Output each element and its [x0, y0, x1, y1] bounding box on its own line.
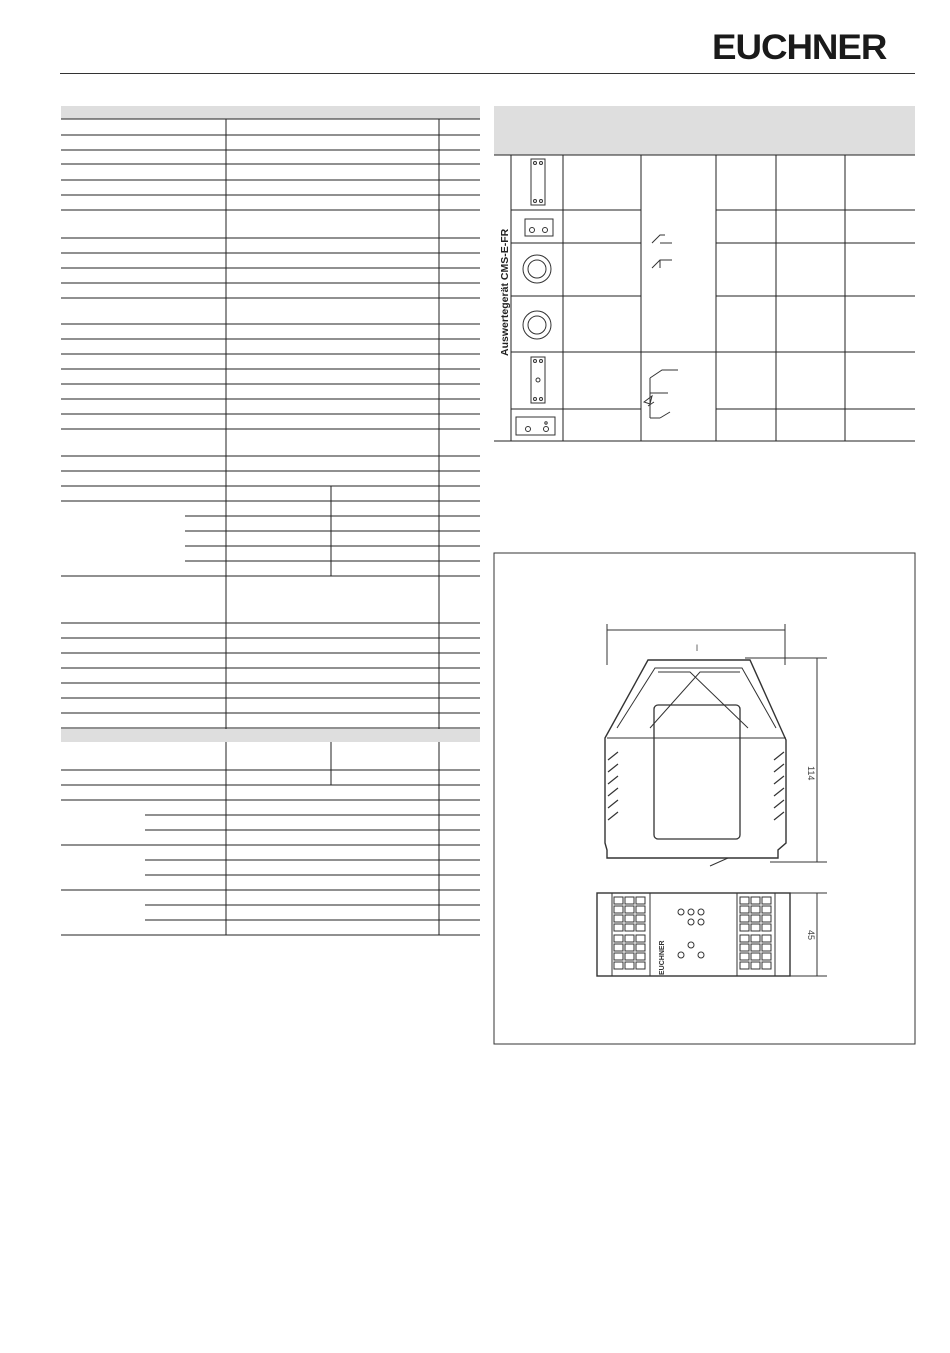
terminal-screw — [614, 897, 623, 904]
terminal-screw — [625, 924, 634, 931]
terminal-screw — [740, 935, 749, 942]
terminal-screw — [625, 953, 634, 960]
terminal-screw — [614, 924, 623, 931]
table-header-bar — [61, 106, 480, 119]
terminal-screw — [751, 953, 760, 960]
terminal-screw — [625, 944, 634, 951]
terminal-screw — [751, 944, 760, 951]
terminal-screw — [740, 906, 749, 913]
technical-data-table — [61, 106, 480, 935]
terminal-blocks — [614, 897, 771, 969]
terminal-screw — [614, 953, 623, 960]
terminal-screw — [614, 915, 623, 922]
table-header-bar-2 — [61, 729, 480, 742]
terminal-screw — [751, 962, 760, 969]
terminal-screw — [636, 924, 645, 931]
terminal-screw — [751, 915, 760, 922]
terminal-screw — [614, 906, 623, 913]
terminal-screw — [614, 944, 623, 951]
device-overview-table — [494, 106, 915, 441]
terminal-screw — [751, 906, 760, 913]
terminal-screw — [762, 935, 771, 942]
dimension-drawing — [494, 553, 915, 1044]
terminal-screw — [740, 915, 749, 922]
overview-header-bar — [494, 106, 915, 155]
terminal-screw — [636, 962, 645, 969]
product-icons — [516, 159, 555, 435]
terminal-screw — [614, 935, 623, 942]
terminal-screw — [625, 897, 634, 904]
dimension-top-label: l — [696, 643, 698, 653]
terminal-screw — [740, 897, 749, 904]
terminal-screw — [625, 915, 634, 922]
terminal-screw — [636, 953, 645, 960]
terminal-screw — [740, 944, 749, 951]
sensor-long-icon — [531, 159, 545, 205]
terminal-screw — [636, 944, 645, 951]
round-sensor-icon — [523, 255, 551, 283]
terminal-screw — [636, 906, 645, 913]
terminal-screw — [614, 962, 623, 969]
terminal-screw — [625, 906, 634, 913]
terminal-screw — [751, 935, 760, 942]
terminal-screw — [762, 906, 771, 913]
terminal-screw — [762, 944, 771, 951]
status-leds — [678, 909, 704, 958]
terminal-screw — [740, 962, 749, 969]
euchner-logo: EUCHNER — [712, 28, 887, 67]
sensor-block-icon — [525, 219, 553, 236]
terminal-screw — [751, 924, 760, 931]
dimension-height-label: 114 — [806, 766, 816, 781]
contact-symbols — [644, 235, 678, 418]
terminal-screw — [762, 953, 771, 960]
led-arrow-icon — [644, 396, 654, 406]
no-contact-icon — [652, 260, 672, 268]
table-row-lines — [61, 119, 480, 935]
nc-contact-icon — [652, 235, 672, 243]
terminal-screw — [625, 962, 634, 969]
front-panel-brand: EUCHNER — [659, 940, 666, 975]
round-actuator-icon — [523, 311, 551, 339]
terminal-screw — [636, 915, 645, 922]
dimension-width-label: 45 — [806, 930, 816, 941]
terminal-screw — [762, 924, 771, 931]
sensor-long-led-icon — [531, 357, 545, 403]
terminal-screw — [636, 935, 645, 942]
terminal-screw — [740, 924, 749, 931]
terminal-screw — [751, 897, 760, 904]
terminal-screw — [625, 935, 634, 942]
contact-led-icon — [650, 370, 678, 418]
terminal-screw — [740, 953, 749, 960]
terminal-screw — [762, 897, 771, 904]
terminal-screw — [636, 897, 645, 904]
terminal-screw — [762, 962, 771, 969]
sensor-block-led-icon — [516, 417, 555, 435]
terminal-screw — [762, 915, 771, 922]
vertical-device-label: Auswertegerät CMS-E-FR — [499, 228, 511, 356]
table-column-lines — [226, 119, 439, 935]
